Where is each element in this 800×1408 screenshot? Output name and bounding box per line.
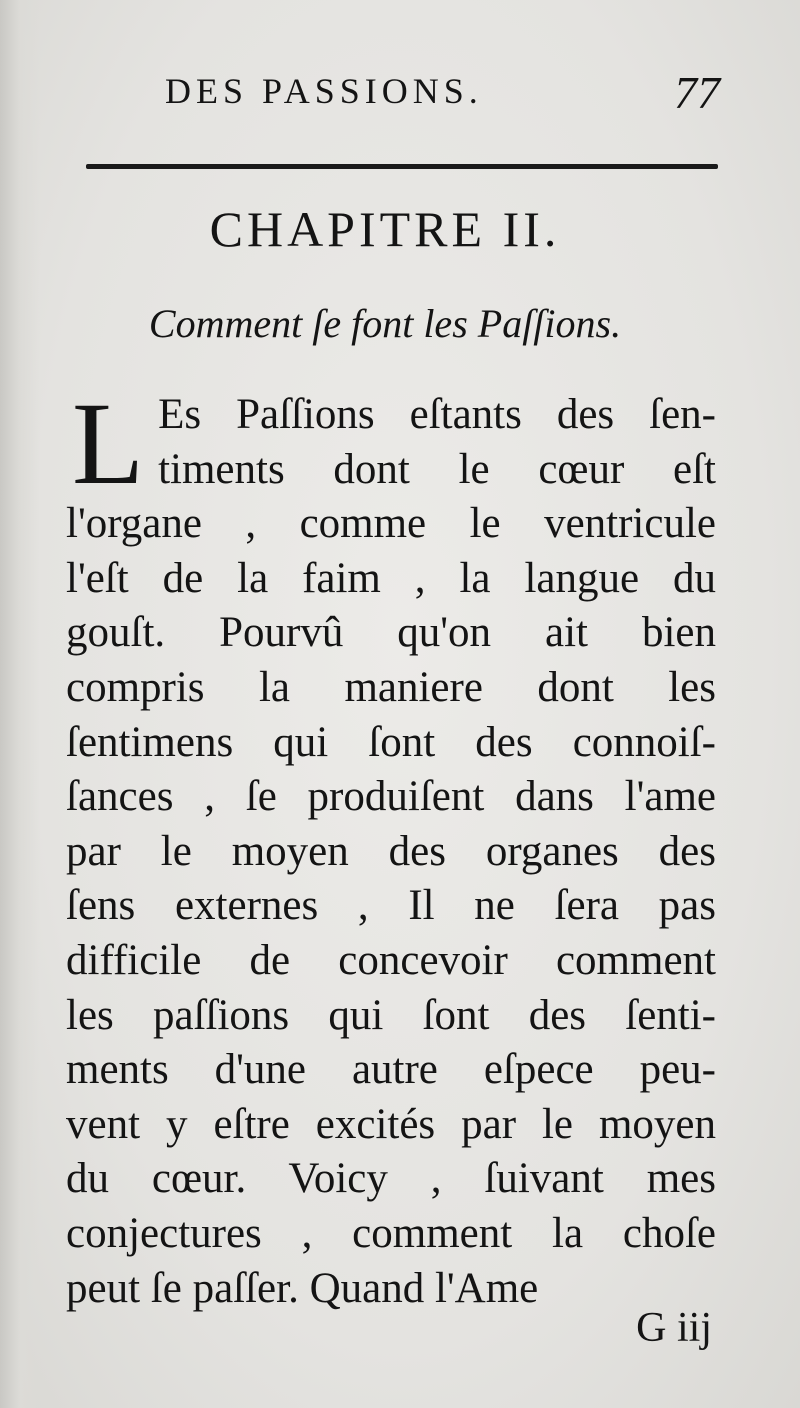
text-line: l'eſt de la faim , la langue du — [66, 554, 716, 602]
text-line: ments d'une autre eſpece peu- — [66, 1046, 716, 1094]
text-line: difficile de concevoir comment — [66, 936, 716, 984]
text-line: l'organe , comme le ventricule — [66, 500, 716, 548]
body-text — [66, 378, 716, 1316]
text-line: Es Paſſions eſtants des ſen- — [158, 391, 716, 438]
text-line: peut ſe paſſer. Quand l'Ame — [66, 1264, 539, 1312]
drop-cap: L — [72, 378, 145, 509]
page-number: 77 — [674, 67, 720, 118]
text-line: compris la maniere dont les — [66, 663, 716, 711]
text-line: timents dont le cœur eſt — [158, 445, 716, 493]
text-line: ſens externes , Il ne ſera pas — [66, 882, 716, 930]
header-rule — [86, 164, 718, 169]
text-line: vent y eſtre excités par le moyen — [66, 1100, 716, 1148]
text-line: ſances , ſe produiſent dans l'ame — [66, 773, 716, 821]
text-line: par le moyen des organes des — [66, 827, 716, 875]
text-line: gouſt. Pourvû qu'on ait bien — [66, 609, 716, 657]
page-header — [150, 67, 720, 130]
text-line: ſentimens qui ſont des connoiſ- — [66, 718, 716, 766]
chapter-heading: CHAPITRE II. — [209, 201, 561, 257]
chapter-subtitle: Comment ſe font les Paſſions. — [148, 301, 622, 346]
text-line: les paſſions qui ſont des ſenti- — [66, 991, 716, 1039]
text-line: du cœur. Voicy , ſuivant mes — [66, 1155, 716, 1203]
signature-mark: G iij — [636, 1305, 712, 1351]
text-line: conjectures , comment la choſe — [66, 1209, 716, 1257]
running-title: DES PASSIONS. — [165, 71, 483, 111]
